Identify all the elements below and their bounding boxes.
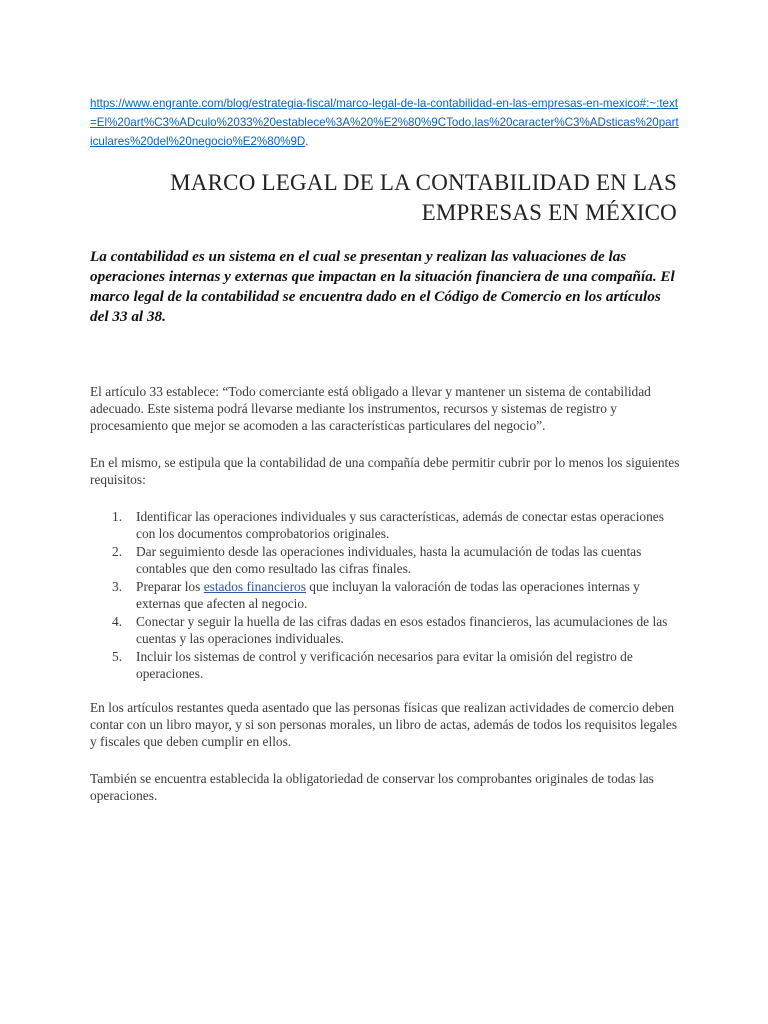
- list-item-number: 1.: [112, 509, 123, 524]
- list-item-number: 5.: [112, 649, 123, 664]
- document-title: MARCO LEGAL DE LA CONTABILIDAD EN LAS EMPRESAS EN MÉXICO: [170, 170, 677, 225]
- list-item-text-before: Preparar los: [136, 579, 204, 594]
- list-item-text-after: que incluyan la valoración de todas las operaciones internas y externas que afecten al negocio.: [136, 579, 640, 611]
- list-item-text: Incluir los sistemas de control y verificación necesarios para evitar la omisión del registro de operaciones.: [136, 649, 633, 681]
- list-item: [90, 613, 680, 647]
- list-item-text: Identificar las operaciones individuales y sus características, además de conectar estas operaciones con los documentos comprobatorios originales.: [136, 509, 664, 541]
- list-item-number: 3.: [112, 579, 123, 594]
- list-item-number: 2.: [112, 544, 123, 559]
- list-item: [90, 508, 680, 542]
- remaining-articles-paragraph: En los artículos restantes queda asentado que las personas físicas que realizan actividades de comercio deben contar con un libro mayor, y si son personas morales, un libro de actas, además de todos los requisitos legales y fiscales que deben cumplir en ellos.: [90, 700, 678, 749]
- list-item-number: 4.: [112, 614, 123, 629]
- source-url-period: .: [305, 135, 309, 148]
- requirements-list: [90, 508, 680, 683]
- list-item: [90, 648, 680, 682]
- list-item: [90, 578, 680, 612]
- source-url-link[interactable]: https://www.engrante.com/blog/estrategia-fiscal/marco-legal-de-la-contabilidad-en-las-empresas-en-mexico#:~:text=El%20art%C3%ADculo%2033%20establece%3A%20%E2%80%9CTodo,las%20caracter%C3%ADsticas%20particulares%20del%20negocio%E2%80%9D: [90, 97, 679, 148]
- article-33-paragraph: El artículo 33 establece: “Todo comerciante está obligado a llevar y mantener un sistema de contabilidad adecuado. Este sistema podrá llevarse mediante los instrumentos, recursos y sistemas de registro y procesamiento que mejor se acomoden a las características particulares del negocio”.: [90, 384, 651, 433]
- requirements-intro-paragraph: En el mismo, se estipula que la contabilidad de una compañía debe permitir cubrir por lo menos los siguientes requisitos:: [90, 455, 680, 487]
- intro-paragraph: La contabilidad es un sistema en el cual se presentan y realizan las valuaciones de las operaciones internas y externas que impactan en la situación financiera de una compañía. El marco legal de la contabilidad se encuentra dado en el Código de Comercio en los artículos del 33 al 38.: [90, 248, 675, 325]
- list-item-text: Dar seguimiento desde las operaciones individuales, hasta la acumulación de todas las cuentas contables que den como resultado las cifras finales.: [136, 544, 642, 576]
- list-item: [90, 543, 680, 577]
- source-url-line: [90, 94, 680, 151]
- list-item-text: Conectar y seguir la huella de las cifras dadas en esos estados financieros, las acumulaciones de las cuentas y las operaciones individuales.: [136, 614, 668, 646]
- receipts-paragraph: También se encuentra establecida la obligatoriedad de conservar los comprobantes originales de todas las operaciones.: [90, 771, 654, 803]
- estados-financieros-link[interactable]: estados financieros: [203, 579, 306, 594]
